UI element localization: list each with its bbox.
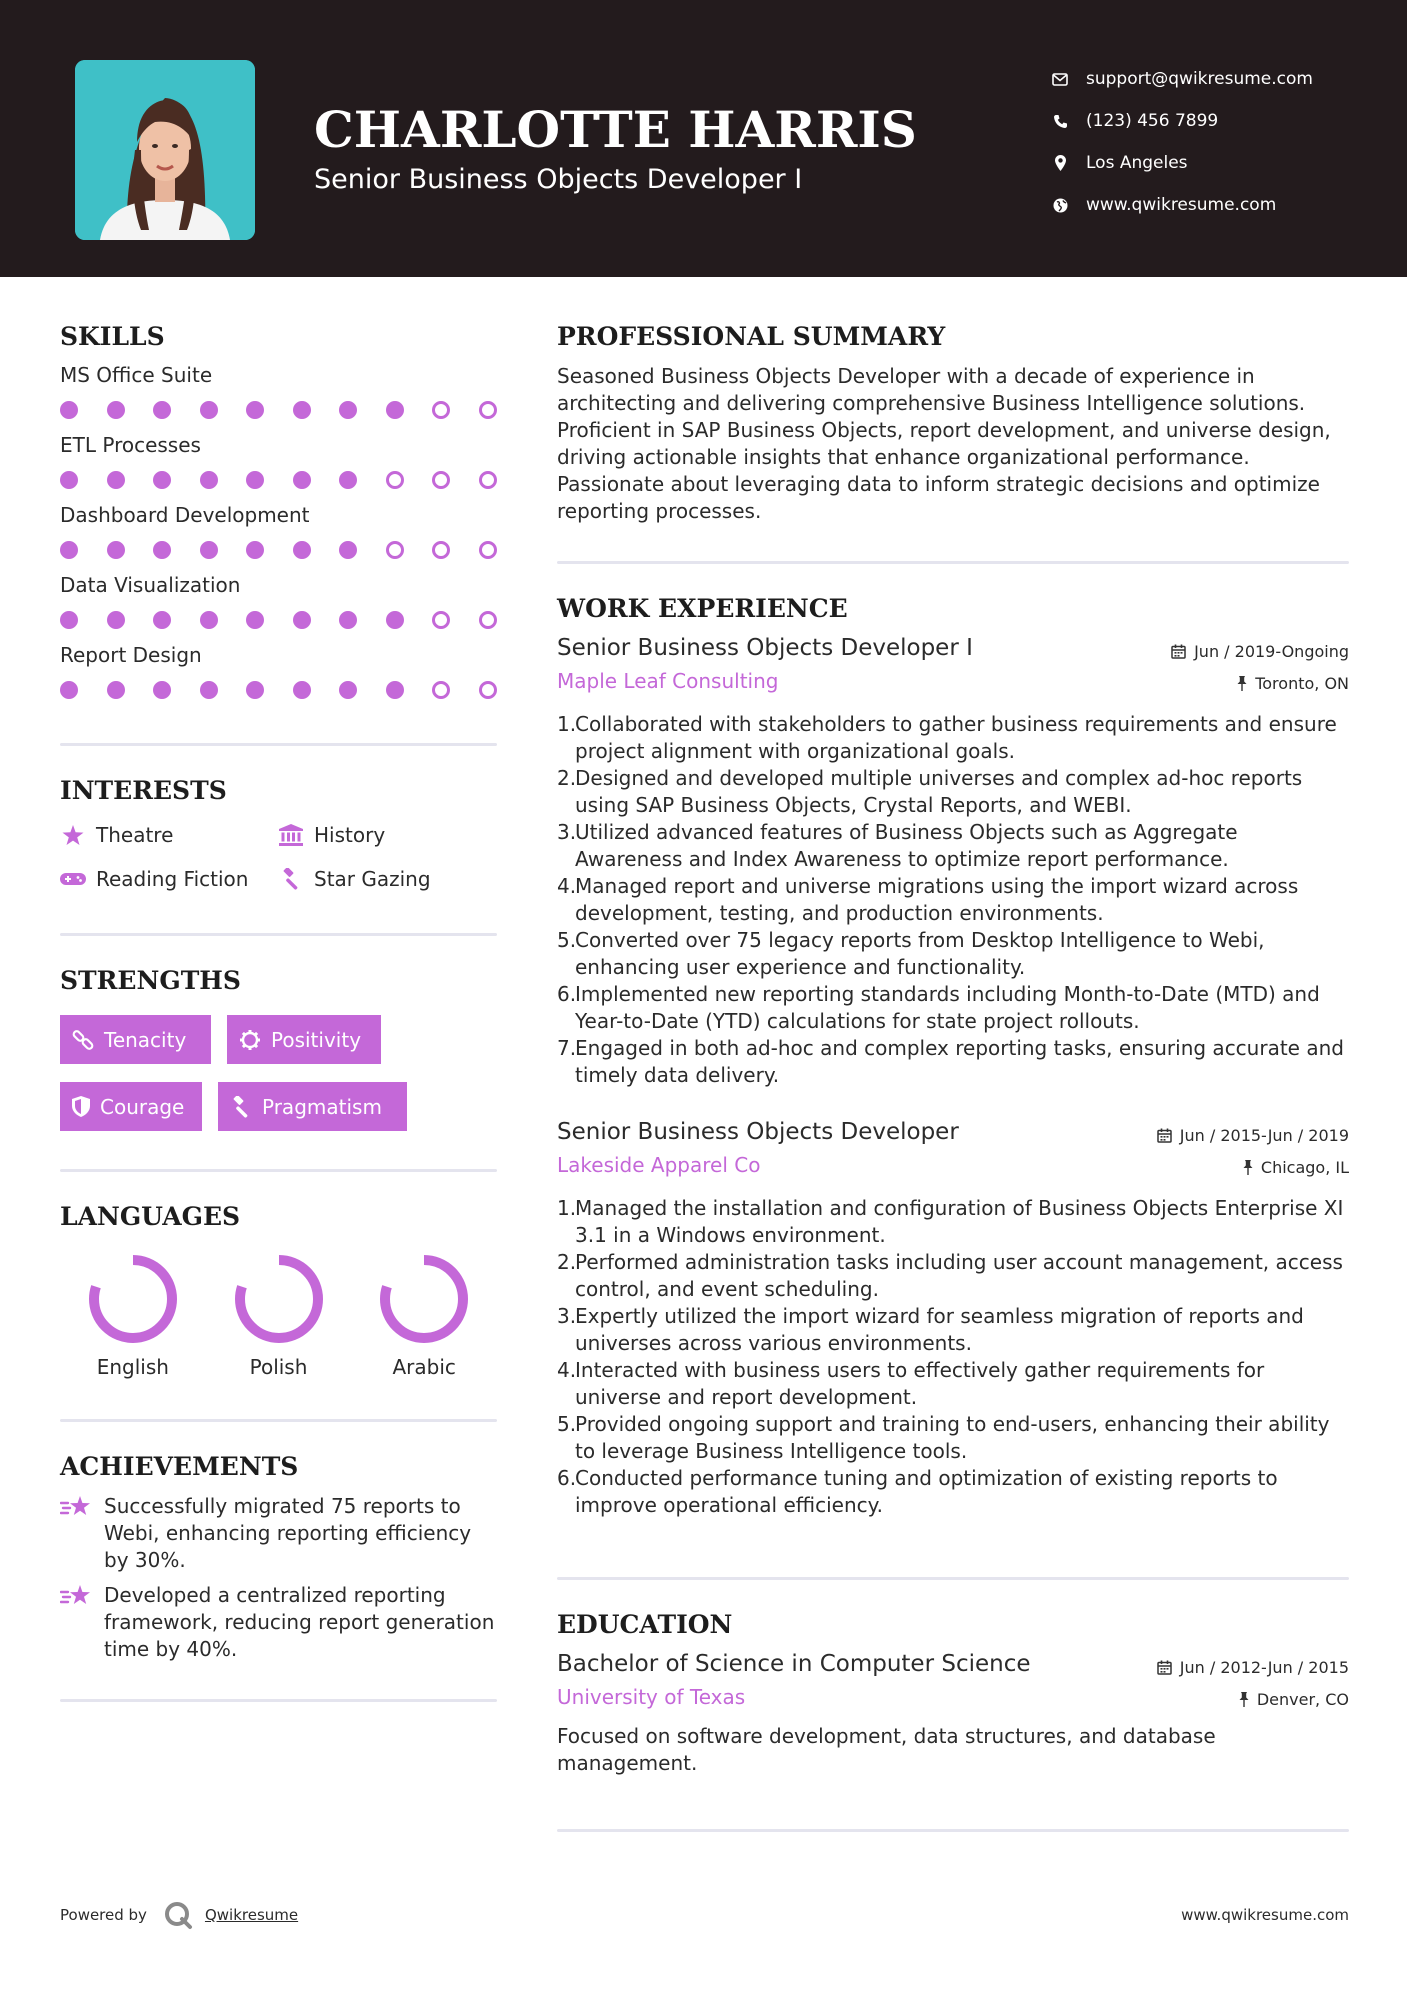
job-entry — [557, 635, 1349, 1089]
achievement-text: Developed a centralized reporting framework, reducing report generation time by 40%. — [104, 1583, 495, 1661]
job-dates — [1157, 1126, 1349, 1145]
section-divider — [557, 561, 1349, 564]
summary-heading: PROFESSIONAL SUMMARY — [557, 322, 946, 351]
calendar-icon — [1157, 1128, 1172, 1143]
job-bullet: 1. Collaborated with stakeholders to gather business requirements and ensure project alignment with organizational goals. — [557, 711, 1349, 765]
job-subheader — [557, 669, 1349, 693]
skill-dot-filled — [246, 611, 264, 629]
education-heading: EDUCATION — [557, 1610, 733, 1639]
experience-heading: WORK EXPERIENCE — [557, 594, 848, 623]
skill-dot-filled — [60, 471, 78, 489]
candidate-title: Senior Business Objects Developer I — [314, 164, 803, 195]
shooting-star-icon — [60, 1582, 104, 1663]
job-bullet-text: Implemented new reporting standards including Month-to-Date (MTD) and Year-to-Date (YTD) calculations for state project rollouts. — [575, 982, 1320, 1033]
language-item — [206, 1253, 352, 1379]
skill-dot-filled — [107, 681, 125, 699]
skill-dot-filled — [200, 471, 218, 489]
contact-list — [1050, 58, 1313, 226]
job-entry — [557, 1119, 1349, 1519]
company-name: Maple Leaf Consulting — [557, 669, 779, 693]
skill-dot-empty — [386, 471, 404, 489]
skill-dot-filled — [339, 611, 357, 629]
summary-section — [557, 322, 1349, 525]
footer-powered-by — [60, 1900, 298, 1930]
company-name: Lakeside Apparel Co — [557, 1153, 761, 1177]
skill-dot-filled — [293, 611, 311, 629]
skill-name: ETL Processes — [60, 433, 201, 457]
job-bullet: 2. Performed administration tasks including user account management, access control, and event scheduling. — [557, 1249, 1349, 1303]
section-divider — [557, 1829, 1349, 1832]
achievement-text: Successfully migrated 75 reports to Webi, enhancing reporting efficiency by 30%. — [104, 1494, 472, 1572]
skill-dot-filled — [60, 611, 78, 629]
job-bullet: 1. Managed the installation and configuration of Business Objects Enterprise XI 3.1 in a Windows environment. — [557, 1195, 1349, 1249]
job-header — [557, 635, 1349, 661]
skill-dot-filled — [293, 681, 311, 699]
job-bullet: 7. Engaged in both ad-hoc and complex reporting tasks, ensuring accurate and timely data delivery. — [557, 1035, 1349, 1089]
interest-item — [278, 823, 497, 847]
gamepad-icon — [60, 867, 86, 891]
achievement-item — [60, 1582, 497, 1663]
language-item — [60, 1253, 206, 1379]
interests-heading: INTERESTS — [60, 776, 227, 805]
skill-dot-filled — [107, 611, 125, 629]
skill-dot-filled — [153, 471, 171, 489]
pushpin-icon — [1237, 676, 1247, 691]
contact-location — [1050, 142, 1313, 184]
job-location — [1237, 674, 1349, 693]
skill-dot-filled — [60, 541, 78, 559]
skill-name: Dashboard Development — [60, 503, 310, 527]
languages-list — [60, 1253, 497, 1379]
interest-label: Star Gazing — [314, 867, 431, 891]
skill-dot-empty — [479, 471, 497, 489]
job-title: Senior Business Objects Developer — [557, 1119, 959, 1145]
skill-dot-empty — [432, 471, 450, 489]
language-level-ring — [233, 1253, 325, 1345]
skill-dot-filled — [60, 681, 78, 699]
skill-dot-filled — [246, 471, 264, 489]
job-location — [1243, 1158, 1349, 1177]
language-name: English — [96, 1355, 169, 1379]
pushpin-icon — [1239, 1692, 1249, 1707]
skill-dot-filled — [153, 611, 171, 629]
education-subheader — [557, 1685, 1349, 1709]
skill-dot-filled — [107, 541, 125, 559]
job-bullet-text: Managed the installation and configuration of Business Objects Enterprise XI 3.1 in a Windows environment. — [575, 1196, 1344, 1247]
job-bullet-text: Designed and developed multiple universes and complex ad-hoc reports using SAP Business Objects, Crystal Reports, and WEBI. — [575, 766, 1303, 817]
shield-icon — [72, 1096, 90, 1117]
language-name: Arabic — [392, 1355, 456, 1379]
skill-dot-filled — [153, 541, 171, 559]
job-dates-text: Jun / 2019-Ongoing — [1194, 642, 1349, 661]
education-location-text: Denver, CO — [1256, 1690, 1349, 1709]
job-bullet: 4. Interacted with business users to effectively gather requirements for universe and report development. — [557, 1357, 1349, 1411]
gavel-icon — [278, 867, 304, 891]
strengths-heading: STRENGTHS — [60, 966, 241, 995]
skill-dot-filled — [200, 401, 218, 419]
school-name: University of Texas — [557, 1685, 746, 1709]
job-bullet-text: Interacted with business users to effectively gather requirements for universe and report development. — [575, 1358, 1265, 1409]
skill-dot-filled — [339, 541, 357, 559]
qwikresume-logo-icon — [163, 1900, 193, 1930]
education-description: Focused on software development, data structures, and database management. — [557, 1724, 1216, 1775]
job-dates — [1171, 642, 1349, 661]
interests-section — [60, 776, 497, 891]
skill-dot-empty — [432, 681, 450, 699]
left-column — [60, 322, 497, 1702]
skill-dot-empty — [479, 401, 497, 419]
skill-dot-filled — [153, 401, 171, 419]
skill-dot-filled — [339, 471, 357, 489]
powered-by-label: Powered by — [60, 1906, 147, 1924]
summary-text: Seasoned Business Objects Developer with a decade of experience in architecting and delivering comprehensive Business Intelligence solutions. Proficient in SAP Business Objects, report development, and universe design, driving actionable insights that enhance organizational performance. Passionate about leveraging data to inform strategic decisions and optimize reporting processes. — [557, 364, 1331, 523]
contact-phone[interactable] — [1050, 100, 1313, 142]
job-bullet-text: Converted over 75 legacy reports from Desktop Intelligence to Webi, enhancing user experience and functionality. — [575, 928, 1265, 979]
right-column — [557, 322, 1349, 1832]
job-bullet-text: Utilized advanced features of Business Objects such as Aggregate Awareness and Index Awareness to optimize report performance. — [575, 820, 1238, 871]
degree-title: Bachelor of Science in Computer Science — [557, 1651, 1031, 1677]
skill-dot-filled — [293, 401, 311, 419]
qwikresume-link[interactable]: Qwikresume — [204, 1906, 299, 1924]
languages-heading: LANGUAGES — [60, 1202, 241, 1231]
skill-dot-empty — [386, 541, 404, 559]
pushpin-icon — [1243, 1160, 1253, 1175]
strength-label: Pragmatism — [262, 1094, 382, 1119]
job-bullet: 6. Implemented new reporting standards including Month-to-Date (MTD) and Year-to-Date (YTD) calculations for state project rollouts. — [557, 981, 1349, 1035]
skill-dot-filled — [107, 401, 125, 419]
skill-rating — [60, 681, 497, 699]
job-bullet-text: Collaborated with stakeholders to gather business requirements and ensure project alignment with organizational goals. — [575, 712, 1337, 763]
calendar-icon — [1171, 644, 1186, 659]
skill-rating — [60, 541, 497, 559]
language-level-ring — [87, 1253, 179, 1345]
skill-dot-filled — [246, 681, 264, 699]
education-section — [557, 1610, 1349, 1777]
job-bullet-text: Managed report and universe migrations using the import wizard across development, testing, and production environments. — [575, 874, 1299, 925]
section-divider — [60, 933, 497, 936]
skill-dot-filled — [246, 401, 264, 419]
skill-name: Report Design — [60, 643, 202, 667]
language-name: Polish — [249, 1355, 308, 1379]
strength-chip — [60, 1015, 211, 1064]
skill-dot-empty — [432, 401, 450, 419]
interest-label: History — [314, 823, 386, 847]
contact-location-text: Los Angeles — [1086, 153, 1188, 173]
strength-label: Positivity — [271, 1027, 362, 1052]
skill-dot-empty — [479, 681, 497, 699]
gear-icon — [239, 1029, 261, 1051]
contact-website[interactable] — [1050, 184, 1313, 226]
strength-label: Courage — [100, 1094, 185, 1119]
skill-dot-filled — [200, 611, 218, 629]
education-dates-text: Jun / 2012-Jun / 2015 — [1179, 1658, 1349, 1677]
skill-dot-filled — [293, 471, 311, 489]
job-bullet: 3. Utilized advanced features of Business Objects such as Aggregate Awareness and Index Awareness to optimize report performance. — [557, 819, 1349, 873]
job-bullet: 5. Provided ongoing support and training to end-users, enhancing their ability to leverage Business Intelligence tools. — [557, 1411, 1349, 1465]
language-level-ring — [378, 1253, 470, 1345]
location-pin-icon — [1050, 153, 1070, 173]
strength-chip — [218, 1082, 407, 1131]
language-item — [351, 1253, 497, 1379]
resume-header — [0, 0, 1407, 277]
strength-chip — [60, 1082, 202, 1131]
section-divider — [557, 1577, 1349, 1580]
job-bullet: 4. Managed report and universe migrations using the import wizard across development, testing, and production environments. — [557, 873, 1349, 927]
skill-dot-filled — [153, 681, 171, 699]
skill-dot-filled — [386, 611, 404, 629]
section-divider — [60, 1699, 497, 1702]
achievements-section — [60, 1452, 497, 1663]
contact-website-text: www.qwikresume.com — [1086, 195, 1277, 215]
job-bullet-text: Engaged in both ad-hoc and complex reporting tasks, ensuring accurate and timely data delivery. — [575, 1036, 1344, 1087]
museum-icon — [278, 823, 304, 847]
job-bullet: 5. Converted over 75 legacy reports from Desktop Intelligence to Webi, enhancing user experience and functionality. — [557, 927, 1349, 981]
link-icon — [72, 1029, 94, 1051]
job-bullets — [557, 711, 1349, 1089]
achievement-item — [60, 1493, 497, 1574]
job-bullet: 2. Designed and developed multiple universes and complex ad-hoc reports using SAP Business Objects, Crystal Reports, and WEBI. — [557, 765, 1349, 819]
job-bullet-text: Provided ongoing support and training to end-users, enhancing their ability to leverage Business Intelligence tools. — [575, 1412, 1330, 1463]
profile-photo — [75, 60, 255, 240]
skill-dot-filled — [60, 401, 78, 419]
skill-dot-empty — [479, 541, 497, 559]
job-header — [557, 1119, 1349, 1145]
skill-dot-empty — [432, 611, 450, 629]
section-divider — [60, 1169, 497, 1172]
job-location-text: Toronto, ON — [1255, 674, 1349, 693]
contact-email-text: support@qwikresume.com — [1086, 69, 1313, 89]
section-divider — [60, 743, 497, 746]
strength-label: Tenacity — [104, 1027, 187, 1052]
strength-chip — [227, 1015, 381, 1064]
skill-dot-filled — [339, 401, 357, 419]
skill-rating — [60, 401, 497, 419]
job-bullets — [557, 1195, 1349, 1519]
languages-section — [60, 1202, 497, 1379]
skill-dot-empty — [432, 541, 450, 559]
education-dates — [1157, 1658, 1349, 1677]
skill-dot-filled — [107, 471, 125, 489]
skill-dot-filled — [293, 541, 311, 559]
skills-heading: SKILLS — [60, 322, 165, 351]
job-bullet: 6. Conducted performance tuning and optimization of existing reports to improve operational efficiency. — [557, 1465, 1349, 1519]
strengths-list — [60, 1015, 497, 1131]
interest-item — [60, 867, 278, 891]
education-header — [557, 1651, 1349, 1677]
star-icon — [60, 823, 86, 847]
achievements-heading: ACHIEVEMENTS — [60, 1452, 299, 1481]
skill-name: MS Office Suite — [60, 363, 213, 387]
skill-dot-filled — [339, 681, 357, 699]
job-bullet: 3. Expertly utilized the import wizard for seamless migration of reports and universes across various environments. — [557, 1303, 1349, 1357]
skill-dot-filled — [386, 681, 404, 699]
skill-dot-filled — [200, 681, 218, 699]
interests-list — [60, 823, 497, 891]
skills-list — [60, 363, 497, 699]
skill-dot-filled — [386, 401, 404, 419]
job-title: Senior Business Objects Developer I — [557, 635, 973, 661]
shooting-star-icon — [60, 1493, 104, 1574]
skill-name: Data Visualization — [60, 573, 241, 597]
interest-item — [60, 823, 278, 847]
job-bullet-text: Conducted performance tuning and optimization of existing reports to improve operational efficiency. — [575, 1466, 1278, 1517]
job-dates-text: Jun / 2015-Jun / 2019 — [1179, 1126, 1349, 1145]
calendar-icon — [1157, 1660, 1172, 1675]
education-location — [1239, 1690, 1349, 1709]
mail-icon — [1050, 69, 1070, 89]
globe-icon — [1050, 195, 1070, 215]
strengths-section — [60, 966, 497, 1131]
job-location-text: Chicago, IL — [1260, 1158, 1349, 1177]
job-subheader — [557, 1153, 1349, 1177]
skill-dot-filled — [200, 541, 218, 559]
contact-phone-text: (123) 456 7899 — [1086, 111, 1219, 131]
skills-section — [60, 322, 497, 699]
candidate-name: CHARLOTTE HARRIS — [314, 100, 917, 159]
gavel-icon — [230, 1096, 252, 1118]
phone-icon — [1050, 111, 1070, 131]
interest-item — [278, 867, 497, 891]
skill-rating — [60, 611, 497, 629]
interest-label: Theatre — [96, 823, 174, 847]
footer-url[interactable]: www.qwikresume.com — [1181, 1906, 1349, 1924]
job-bullet-text: Performed administration tasks including user account management, access control, and event scheduling. — [575, 1250, 1343, 1301]
skill-rating — [60, 471, 497, 489]
contact-email[interactable] — [1050, 58, 1313, 100]
skill-dot-empty — [479, 611, 497, 629]
experience-section — [557, 594, 1349, 1519]
interest-label: Reading Fiction — [96, 867, 249, 891]
skill-dot-filled — [246, 541, 264, 559]
job-bullet-text: Expertly utilized the import wizard for seamless migration of reports and universes across various environments. — [575, 1304, 1304, 1355]
section-divider — [60, 1419, 497, 1422]
